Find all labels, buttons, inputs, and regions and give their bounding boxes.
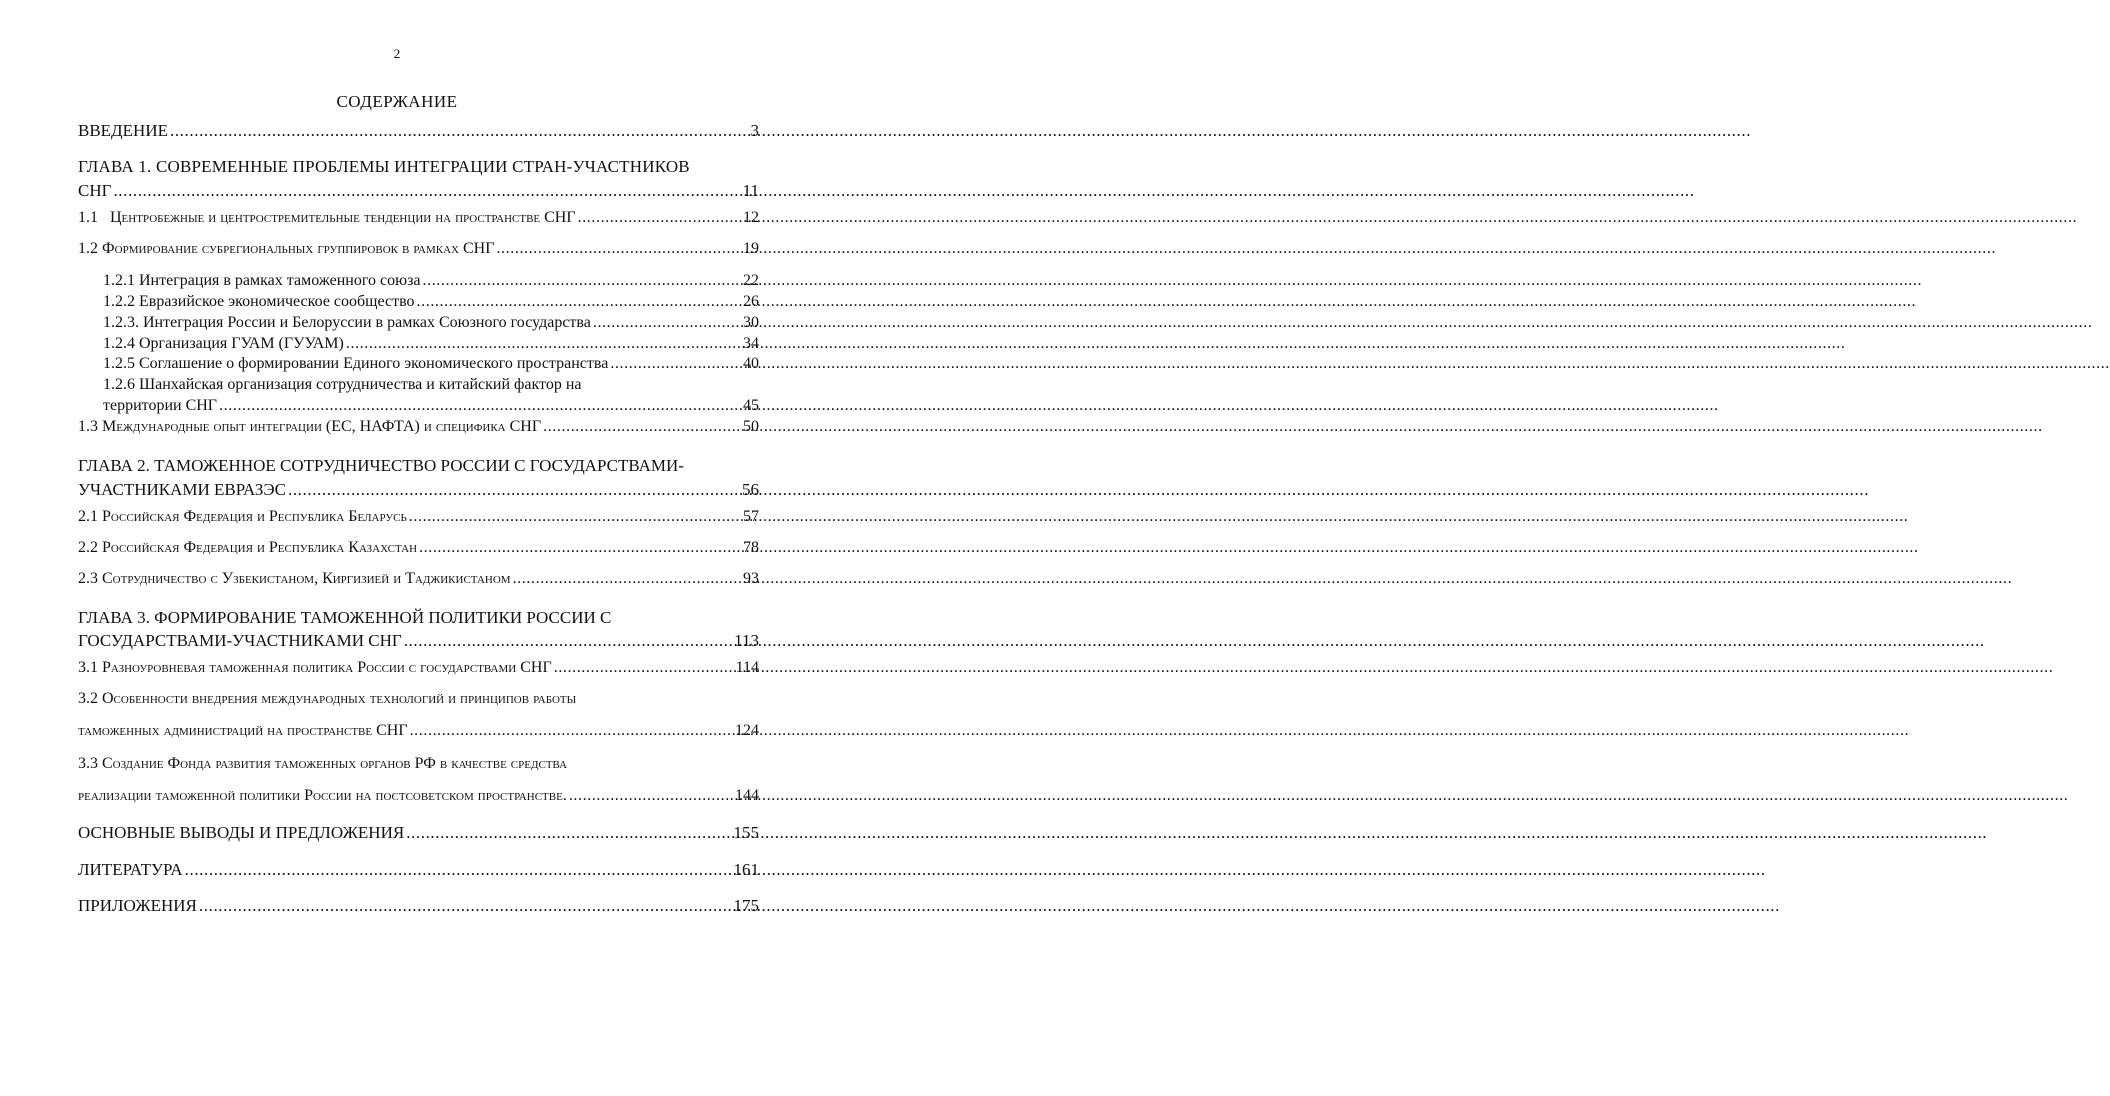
- dot-leader: [404, 631, 732, 651]
- toc-page-number: 26: [743, 293, 759, 310]
- toc-chapter3-title[interactable]: ГЛАВА 3. ФОРМИРОВАНИЕ ТАМОЖЕННОЙ ПОЛИТИКИ РОССИИ С: [78, 608, 612, 627]
- toc-entry-label: 1.2.5 Соглашение о формировании Единого экономического пространства: [103, 355, 609, 372]
- toc-entry-1-1[interactable]: [78, 209, 759, 227]
- toc-entry-3-1[interactable]: [78, 659, 759, 677]
- dot-leader: [419, 539, 741, 557]
- toc-entry-label: 1.2 Формирование субрегиональных группировок в рамках СНГ: [78, 240, 495, 257]
- toc-entry-3-2-title[interactable]: 3.2 Особенности внедрения международных технологий и принципов работы: [78, 690, 577, 707]
- toc-page-number: 50: [743, 418, 759, 435]
- toc-entry-label: ЛИТЕРАТУРА: [78, 860, 183, 879]
- toc-page-number: 19: [743, 240, 759, 257]
- toc-entry-label: 1.2.4 Организация ГУАМ (ГУУАМ): [103, 335, 344, 352]
- toc-entry-2-2[interactable]: [78, 539, 759, 557]
- dot-leader: [417, 293, 741, 311]
- toc-entry-1-2[interactable]: [78, 240, 759, 258]
- dot-leader: [409, 508, 741, 526]
- toc-entry-1-2-5[interactable]: [103, 355, 759, 373]
- toc-page-number: 40: [743, 355, 759, 372]
- toc-page-number: 57: [743, 508, 759, 525]
- toc-entry-label: 1.2.2 Евразийское экономическое сообщество: [103, 293, 415, 310]
- toc-entry-1-3[interactable]: [78, 418, 759, 436]
- dot-leader: [170, 121, 749, 141]
- toc-entry-1-2-6[interactable]: [103, 397, 759, 415]
- toc-page-number: 78: [743, 539, 759, 556]
- dot-leader: [410, 722, 733, 740]
- dot-leader: [346, 335, 741, 353]
- dot-leader: [423, 272, 742, 290]
- dot-leader: [406, 823, 731, 843]
- toc-entry-chapter1[interactable]: [78, 181, 759, 201]
- toc-entry-label: 2.1 Российская Федерация и Республика Беларусь: [78, 508, 407, 525]
- dot-leader: [185, 860, 732, 880]
- toc-entry-label: ПРИЛОЖЕНИЯ: [78, 896, 197, 915]
- toc-page-number: 3: [750, 121, 759, 140]
- toc-chapter2-title[interactable]: ГЛАВА 2. ТАМОЖЕННОЕ СОТРУДНИЧЕСТВО РОССИИ С ГОСУДАРСТВАМИ-: [78, 456, 684, 475]
- dot-leader: [543, 418, 741, 436]
- toc-page-number: 155: [733, 823, 759, 842]
- toc-entry-label: 1.2.1 Интеграция в рамках таможенного союза: [103, 272, 421, 289]
- toc-entry-chapter3[interactable]: [78, 631, 759, 651]
- toc-page-number: 56: [742, 480, 759, 499]
- toc-entry-label: 2.3 Сотрудничество с Узбекистаном, Киргизией и Таджикистаном: [78, 570, 511, 587]
- toc-entry-label: реализации таможенной политики России на постсоветском пространстве.: [78, 787, 567, 804]
- page-title: СОДЕРЖАНИЕ: [336, 92, 458, 111]
- toc-entry-2-3[interactable]: [78, 570, 759, 588]
- toc-page-number: 114: [735, 659, 759, 676]
- toc-page-number: 30: [743, 314, 759, 331]
- toc-page-number: 12: [743, 209, 759, 226]
- toc-entry-label: УЧАСТНИКАМИ ЕВРАЗЭС: [78, 480, 286, 499]
- toc-entry-3-3[interactable]: [78, 787, 759, 805]
- toc-page-number: 113: [734, 631, 759, 650]
- dot-leader: [593, 314, 741, 332]
- toc-entry-introduction[interactable]: [78, 121, 759, 141]
- dot-leader: [554, 659, 734, 677]
- toc-page-number: 175: [733, 896, 759, 915]
- toc-entry-1-2-6-title[interactable]: 1.2.6 Шанхайская организация сотрудничества и китайский фактор на: [103, 376, 582, 393]
- toc-entry-label: ГОСУДАРСТВАМИ-УЧАСТНИКАМИ СНГ: [78, 631, 402, 650]
- toc-entry-label: 3.1 Разноуровневая таможенная политика России с государствами СНГ: [78, 659, 552, 676]
- toc-entry-label: 2.2 Российская Федерация и Республика Казахстан: [78, 539, 418, 556]
- toc-entry-label: 1.2.3. Интеграция России и Белоруссии в рамках Союзного государства: [103, 314, 591, 331]
- toc-page-number: 45: [743, 397, 759, 414]
- toc-entry-appendices[interactable]: [78, 896, 759, 916]
- dot-leader: [199, 896, 732, 916]
- toc-entry-1-2-4[interactable]: [103, 335, 759, 353]
- toc-page-number: 93: [743, 570, 759, 587]
- toc-entry-label: ВВЕДЕНИЕ: [78, 121, 168, 140]
- toc-page-number: 34: [743, 335, 759, 352]
- toc-entry-1-2-3[interactable]: [103, 314, 759, 332]
- dot-leader: [569, 787, 733, 805]
- toc-entry-2-1[interactable]: [78, 508, 759, 526]
- dot-leader: [610, 355, 741, 373]
- toc-entry-1-2-2[interactable]: [103, 293, 759, 311]
- toc-page-number: 11: [742, 181, 759, 200]
- toc-entry-label: таможенных администраций на пространстве СНГ: [78, 722, 408, 739]
- dot-leader: [578, 209, 741, 227]
- page-number: 2: [393, 46, 401, 61]
- toc-entry-3-3-title[interactable]: 3.3 Создание Фонда развития таможенных органов РФ в качестве средства: [78, 755, 568, 772]
- toc-entry-label: 1.1 Центробежные и центростремительные тенденции на пространстве СНГ: [78, 209, 576, 226]
- toc-entry-literature[interactable]: [78, 860, 759, 880]
- toc-page-number: 161: [733, 860, 759, 879]
- toc-entry-1-2-1[interactable]: [103, 272, 759, 290]
- toc-entry-conclusions[interactable]: [78, 823, 759, 843]
- toc-entry-label: ОСНОВНЫЕ ВЫВОДЫ И ПРЕДЛОЖЕНИЯ: [78, 823, 405, 842]
- toc-entry-label: территории СНГ: [103, 397, 218, 414]
- dot-leader: [113, 181, 740, 201]
- toc-page-number: 124: [735, 722, 759, 739]
- dot-leader: [288, 480, 740, 500]
- toc-entry-label: 1.3 Международные опыт интеграции (ЕС, НАФТА) и специфика СНГ: [78, 418, 542, 435]
- dot-leader: [219, 397, 741, 415]
- toc-entry-3-2[interactable]: [78, 722, 759, 740]
- toc-page-number: 22: [743, 272, 759, 289]
- dot-leader: [513, 570, 741, 588]
- dot-leader: [496, 240, 741, 258]
- toc-chapter1-title[interactable]: ГЛАВА 1. СОВРЕМЕННЫЕ ПРОБЛЕМЫ ИНТЕГРАЦИИ СТРАН-УЧАСТНИКОВ: [78, 157, 690, 176]
- toc-page-number: 144: [735, 787, 759, 804]
- toc-entry-label: СНГ: [78, 181, 112, 200]
- toc-entry-chapter2[interactable]: [78, 480, 759, 500]
